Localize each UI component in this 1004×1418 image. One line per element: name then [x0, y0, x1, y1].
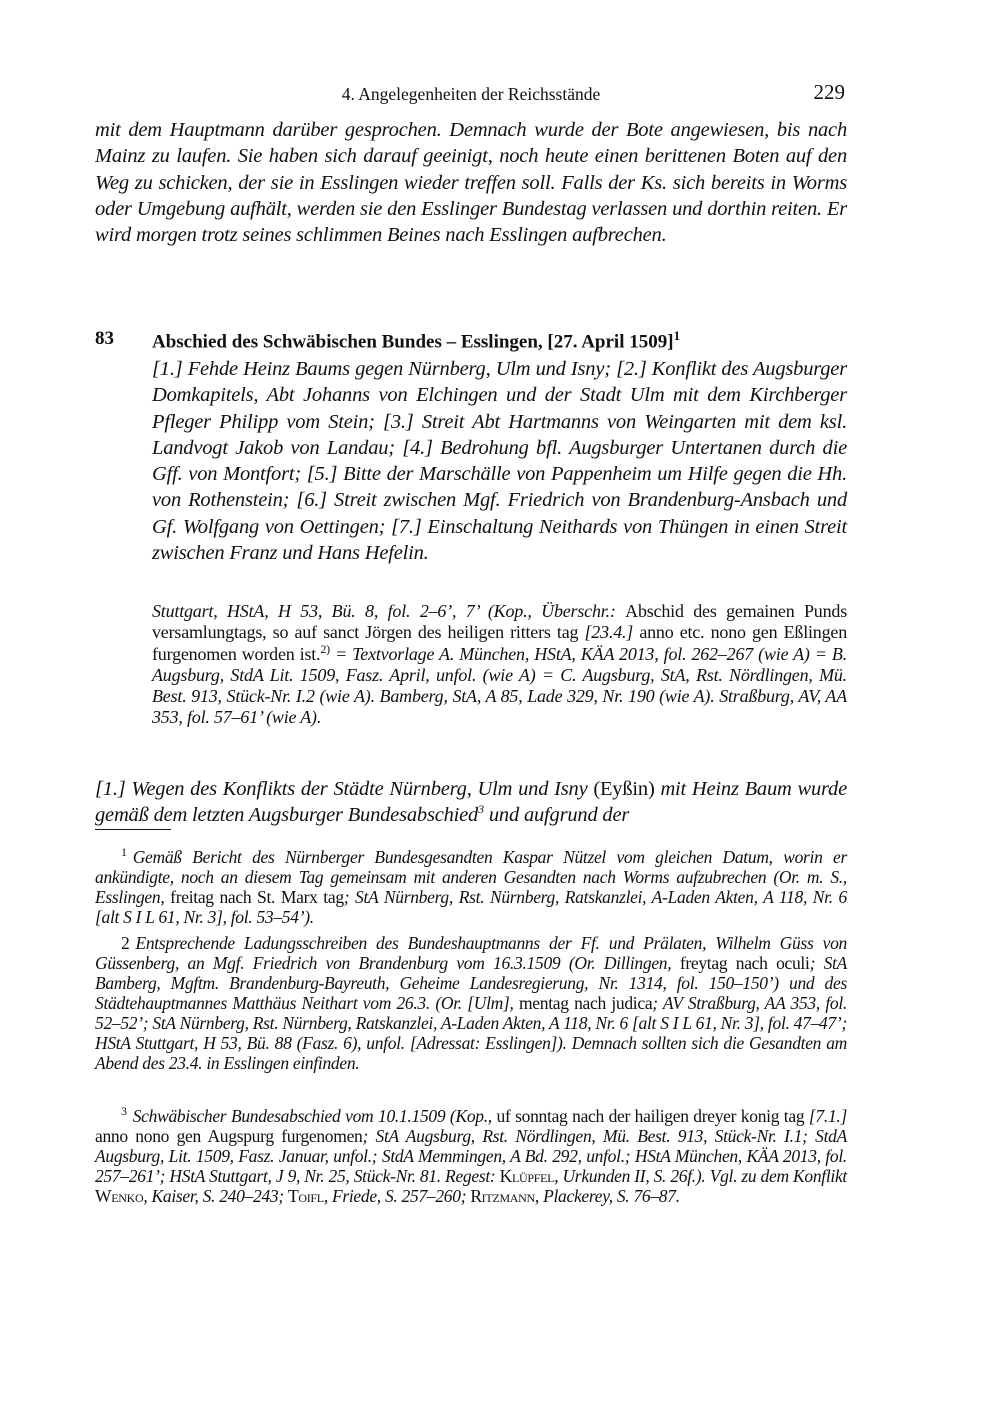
text-run: Entsprechende Ladungsschreiben des Bundeshauptmanns der Ff. und Prälaten, Wilhelm Güss von Güssenberg, an Mgf. Friedrich von Brandenburg vom 16.3.1509 (Or. Dillingen, — [95, 933, 847, 973]
text-run: freytag nach oculi — [679, 953, 810, 973]
text-run: Gemäß Bericht des Nürnberger Bundesgesandten Kaspar Nützel vom gleichen Datum, worin er ankündigte, noch an diesem Tag gemeinsam mit anderen Gesandten nach Worms aufzubrechen (Or. m. S., Esslingen, — [95, 847, 847, 907]
footnote-3 — [95, 1106, 847, 1206]
text-run: , Kaiser, S. 240–243; — [143, 1186, 288, 1206]
text-run: = Textvorlage A. München, HStA, KÄA 2013, fol. 262–267 (wie A) = B. Augsburg, StdA Lit. 1509, Fasz. April, unfol. (wie A) = C. Augsburg, StA, Rst. Nördlingen, Mü. Best. 913, Stück-Nr. I.2 (wie A). Bamberg, StA, A 85, Lade 329, Nr. 190 (wie A). Straßburg, AV, AA 353, fol. 57–61’ (wie A). — [152, 643, 847, 728]
text-run: [1.] Wegen des Konflikts der Städte Nürnberg, Ulm und Isny — [95, 778, 594, 800]
source-apparatus — [152, 601, 847, 729]
text-run: ; StA Nürnberg, Rst. Nürnberg, Ratskanzlei, A-Laden Akten, A 118, Nr. 6 [alt S I L 61, Nr. 3], fol. 53–54’). — [95, 887, 847, 927]
document-title-text: Abschied des Schwäbischen Bundes – Esslingen, [27. April 1509] — [152, 331, 674, 353]
text-run: Stuttgart, HStA, H 53, Bü. 8, fol. 2–6’, 7’ (Kop., Überschr.: — [152, 601, 626, 621]
text-run: anno nono gen Augspurg furgenomen — [95, 1126, 363, 1146]
text-run: Abschid des gemainen Punds versamlungtags, so auf sanct Jörgen des heiligen ritters tag — [152, 601, 847, 643]
text-run: , Urkunden II, S. 26f.). Vgl. zu dem Konflikt — [554, 1166, 847, 1186]
page-header — [95, 80, 847, 106]
text-run: [23.4.] — [584, 622, 640, 643]
regest — [152, 356, 847, 566]
footnote-text — [95, 847, 847, 927]
continuation-paragraph — [95, 117, 847, 248]
text-run: mentag nach judica — [519, 993, 653, 1013]
text-run: , Friede, S. 257–260; — [323, 1186, 471, 1206]
text-run: anno etc. nono gen Eßlingen furgenomen worden ist. — [152, 622, 847, 664]
text-run: mit Heinz Baum wurde gemäß dem letzten Augsburger Bundesabschied — [95, 778, 847, 827]
text-run: Klüpfel — [499, 1166, 555, 1186]
footnote-mark: 3 — [121, 1104, 127, 1119]
text-run: 2) — [320, 641, 330, 656]
footnote-1 — [95, 847, 847, 927]
text-run: Ritzmann — [470, 1186, 535, 1206]
footnote-mark: 1 — [121, 845, 127, 860]
footnote-ref: 1 — [673, 328, 681, 343]
page-number: 229 — [813, 80, 845, 104]
text-run: und aufgrund der — [483, 804, 630, 827]
footnote-text — [95, 933, 847, 1073]
text-run: (Eyßin) — [593, 778, 655, 800]
text-run: Toifl — [287, 1186, 324, 1206]
text-run: Schwäbischer Bundesabschied vom 10.1.1509 (Kop., — [132, 1106, 497, 1126]
text-run: [7.1.] — [808, 1106, 847, 1126]
text-run: Wenko — [95, 1186, 144, 1206]
document-number: 83 — [95, 328, 114, 349]
footnote-2 — [95, 933, 847, 1073]
text-run: 3 — [478, 802, 484, 817]
text-run: uf sonntag nach der hailigen dreyer konig tag — [496, 1106, 809, 1126]
footnote-rule — [95, 829, 171, 830]
footnote-mark: 2 — [121, 933, 130, 953]
text-run: ; StA Bamberg, Mgftm. Brandenburg-Bayreuth, Geheime Landesregierung, Nr. 1314, fol. 150–150’) und des Städtehauptmannes Matthäus Neithart vom 26.3. (Or. [Ulm], — [95, 953, 847, 1013]
paragraph-1 — [95, 776, 847, 829]
footnote-text — [95, 1106, 847, 1206]
document-title — [152, 328, 680, 353]
text-run: mit dem Hauptmann darüber gesprochen. Demnach wurde der Bote angewiesen, bis nach Mainz zu laufen. Sie haben sich darauf geeinigt, noch heute einen berittenen Boten auf den Weg zu schicken, der sie in Esslingen wieder treffen soll. Falls der Ks. sich bereits in Worms oder Umgebung aufhält, werden sie den Esslinger Bundestag verlassen und dorthin reiten. Er wird morgen trotz seines schlimmen Beines nach Esslingen aufbrechen. — [95, 119, 847, 247]
running-title: 4. Angelegenheiten der Reichsstände — [341, 84, 601, 104]
text-run: [1.] Fehde Heinz Baums gegen Nürnberg, Ulm und Isny; [2.] Konflikt des Augsburger Domkapitels, Abt Johanns von Elchingen und der Stadt Ulm mit dem Kirchberger Pfleger Philipp vom Stein; [3.] Streit Abt Hartmanns von Weingarten mit dem ksl. Landvogt Jakob von Landau; [4.] Bedrohung bfl. Augsburger Untertanen durch die Gff. von Montfort; [5.] Bitte der Marschälle von Pappenheim um Hilfe gegen die Hh. von Rothenstein; [6.] Streit zwischen Mgf. Friedrich von Brandenburg-Ansbach und Gf. Wolfgang von Oettingen; [7.] Einschaltung Neithards von Thüngen in einen Streit zwischen Franz und Hans Hefelin. — [152, 358, 847, 565]
text-run: freitag nach St. Marx tag — [170, 887, 344, 907]
text-run: ; AV Straßburg, AA 353, fol. 52–52’; StA Nürnberg, Rst. Nürnberg, Ratskanzlei, A-Laden Akten, A 118, Nr. 6 [alt S I L 61, Nr. 3], fol. 47–47’; HStA Stuttgart, H 53, Bü. 88 (Fasz. 6), unfol. [Adressat: Esslingen]). Demnach sollten sich die Gesandten am Abend des 23.4. in Esslingen einfinden. — [95, 993, 848, 1073]
text-run: ; StA Augsburg, Rst. Nördlingen, Mü. Best. 913, Stück-Nr. I.1; StdA Augsburg, Lit. 1509, Fasz. Januar, unfol.; StdA Memmingen, A Bd. 292, unfol.; HStA München, KÄA 2013, fol. 257–261’; HStA Stuttgart, J 9, Nr. 25, Stück-Nr. 81. Regest: — [95, 1126, 847, 1186]
text-run: , Plackerey, S. 76–87. — [534, 1186, 680, 1206]
